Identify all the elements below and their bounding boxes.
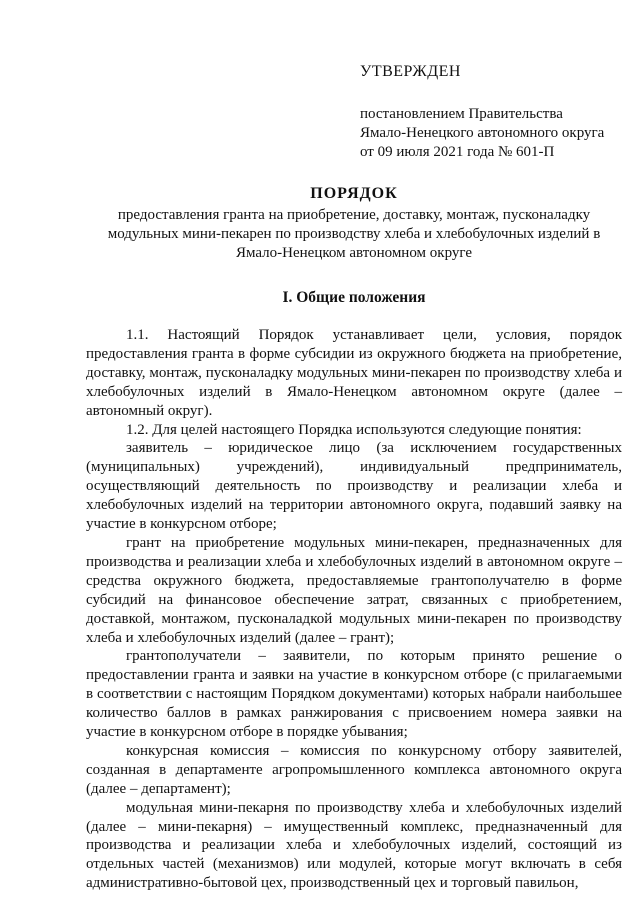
section-body — [86, 326, 622, 893]
document-title-block — [86, 184, 622, 263]
paragraph-1-2: 1.2. Для целей настоящего Порядка используются следующие понятия: — [126, 421, 582, 438]
approval-line-3: от 09 июля 2021 года № 601-П — [360, 144, 555, 160]
document-subtitle: предоставления гранта на приобретение, доставку, монтаж, пусконаладку модульных мини-пекарен по производству хлеба и хлебобулочных изделий в Ямало-Ненецком автономном округе — [107, 207, 601, 261]
approval-heading: УТВЕРЖДЕН — [360, 63, 461, 80]
section-heading: I. Общие положения — [282, 289, 426, 306]
definition-mini-bakery: модульная мини-пекарня по производству хлеба и хлебобулочных изделий (далее – мини-пекарня) – имущественный комплекс, предназначенный для производства и реализации хлеба и хлебобулочных изделий, состоящий из отдельных частей (механизмов) или модулей, которые могут включать в себя административно-бытовой цех, производственный цех и торговый павильон, — [86, 799, 622, 892]
document-title: ПОРЯДОК — [310, 185, 398, 202]
definition-grant: грант на приобретение модульных мини-пекарен, предназначенных для производства и реализации хлеба и хлебобулочных изделий в автономном округе – средства окружного бюджета, предоставляемые грантополучателю в форме субсидий на финансовое обеспечение затрат, связанных с приобретением, доставкой, монтажом, пусконаладкой модульных мини-пекарен по производству хлеба и хлебобулочных изделий (далее – грант); — [86, 534, 622, 646]
definition-applicant: заявитель – юридическое лицо (за исключением государственных (муниципальных) учреждений), индивидуальный предприниматель, осуществляющий деятельность по производству и реализации хлеба и хлебобулочных изделий на территории автономного округа, подавший заявку на участие в конкурсном отборе; — [86, 440, 622, 533]
approval-line-2: Ямало-Ненецкого автономного округа — [360, 125, 605, 141]
approval-block — [360, 62, 630, 162]
definition-grant-recipients: грантополучатели – заявители, по которым принято решение о предоставлении гранта и заявки на участие в конкурсном отборе (с прилагаемыми в соответствии с настоящим Порядком документами) которых набрали наибольшее количество баллов в рамках ранжирования с присвоением номера заявки на участие в конкурсном отборе в порядке убывания; — [86, 648, 622, 741]
paragraph-1-1: 1.1. Настоящий Порядок устанавливает цели, условия, порядок предоставления гранта в форме субсидии из окружного бюджета на приобретение, доставку, монтаж, пусконаладку модульных мини-пекарен по производству хлеба и хлебобулочных изделий в Ямало-Ненецком автономном округе (далее – автономный округ). — [86, 327, 622, 419]
definition-competition-commission: конкурсная комиссия – комиссия по конкурсному отбору заявителей, созданная в департаменте агропромышленного комплекса автономного округа (далее – департамент); — [86, 742, 622, 797]
approval-line-1: постановлением Правительства — [360, 106, 563, 122]
